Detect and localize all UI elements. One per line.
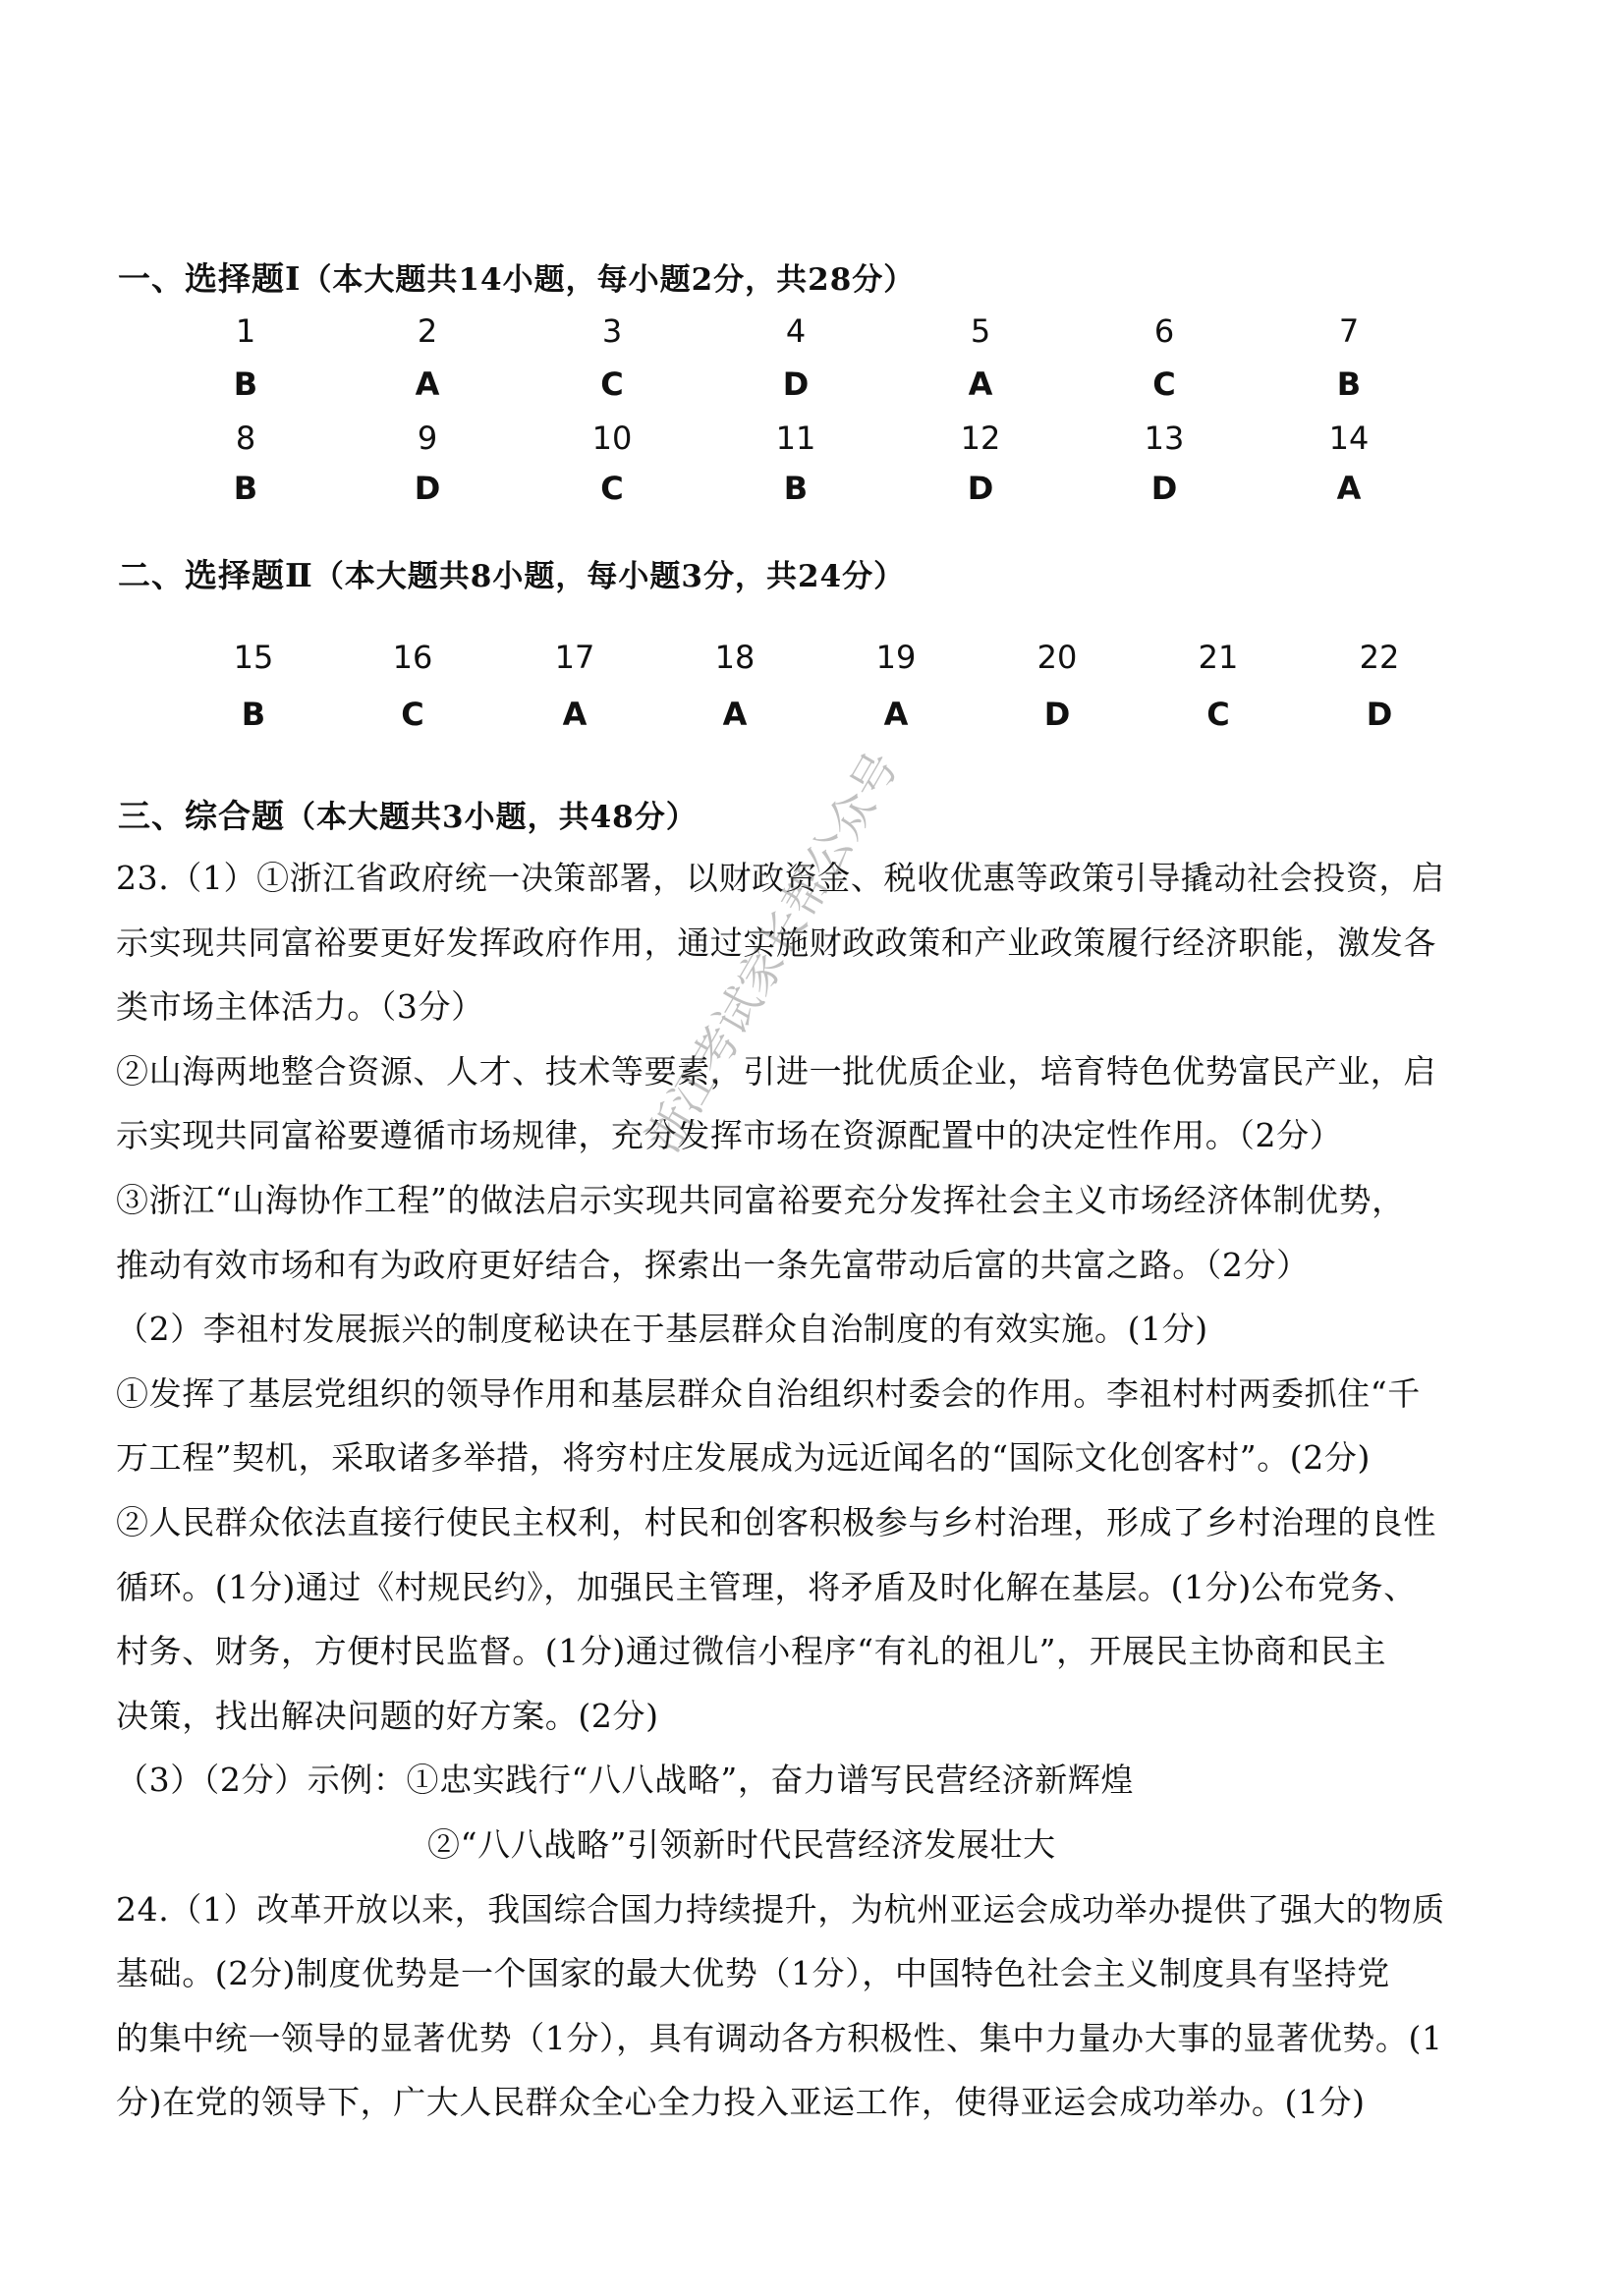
section2-note: （本大题共8小题，每小题3分，共24分） (312, 559, 906, 594)
question-number: 8 (235, 420, 256, 457)
question-number: 10 (591, 420, 633, 457)
question-number: 11 (775, 420, 816, 457)
answer-letter: A (1336, 470, 1362, 507)
answer-text-line: 分)在党的领导下，广大人民群众全心全力投入亚运工作，使得亚运会成功举办。(1分) (116, 2083, 1366, 2121)
answer-letter: A (968, 365, 993, 403)
answer-text-line: 万工程”契机，采取诸多举措，将穷村庄发展成为远近闻名的“国际文化创客村”。(2分) (116, 1438, 1371, 1477)
section3-heading (118, 791, 698, 837)
answer-text-line: 决策，找出解决问题的好方案。(2分) (116, 1697, 659, 1735)
question-number: 12 (960, 420, 1001, 457)
answer-letter: C (600, 365, 624, 403)
question-number: 13 (1144, 420, 1185, 457)
answer-letter: D (1043, 696, 1071, 733)
section1-title: 一、选择题Ⅰ (118, 259, 302, 298)
answer-letter: A (562, 696, 588, 733)
answer-letter: B (233, 470, 258, 507)
answer-text-line: 23.（1）①浙江省政府统一决策部署，以财政资金、税收优惠等政策引导撬动社会投资，启 (116, 859, 1445, 897)
section2-title: 二、选择题Ⅱ (118, 556, 313, 594)
answer-letter: C (1206, 696, 1230, 733)
question-number: 22 (1359, 639, 1400, 676)
question-number: 17 (554, 639, 595, 676)
question-number: 3 (601, 312, 623, 350)
answer-letter: C (401, 696, 424, 733)
answer-text-line: 示实现共同富裕要遵循市场规律，充分发挥市场在资源配置中的决定性作用。（2分） (116, 1116, 1343, 1154)
answer-letter: D (1366, 696, 1393, 733)
answer-letter: D (782, 365, 810, 403)
answer-letter: C (600, 470, 624, 507)
question-number: 9 (417, 420, 438, 457)
answer-text-line: （3）（2分）示例：①忠实践行“八八战略”，奋力谱写民营经济新辉煌 (116, 1761, 1135, 1799)
answer-letter: A (722, 696, 748, 733)
answer-text-line: 村务、财务，方便村民监督。(1分)通过微信小程序“有礼的祖儿”，开展民主协商和民主 (116, 1632, 1387, 1670)
answer-text-line: 类市场主体活力。（3分） (116, 987, 484, 1026)
answer-letter: A (415, 365, 440, 403)
question-number: 6 (1153, 312, 1175, 350)
section1-heading (118, 253, 915, 300)
watermark: 浙江考试家长帮公众号 (636, 743, 909, 1161)
question-number: 18 (714, 639, 756, 676)
answer-text-line: 示实现共同富裕要更好发挥政府作用，通过实施财政政策和产业政策履行经济职能，激发各 (116, 924, 1436, 962)
answer-text-line: 24.（1）改革开放以来，我国综合国力持续提升，为杭州亚运会成功举办提供了强大的物质 (116, 1890, 1445, 1929)
question-number: 16 (392, 639, 433, 676)
section3-title: 三、综合题 (118, 797, 285, 835)
answer-text-line: ①发挥了基层党组织的领导作用和基层群众自治组织村委会的作用。李祖村村两委抓住“千 (116, 1374, 1421, 1413)
answer-text-line: ②人民群众依法直接行使民主权利，村民和创客积极参与乡村治理，形成了乡村治理的良性 (116, 1503, 1436, 1541)
answer-letter: B (1336, 365, 1362, 403)
answer-letter: D (967, 470, 994, 507)
answer-text-line: ②山海两地整合资源、人才、技术等要素，引进一批优质企业，培育特色优势富民产业，启 (116, 1052, 1436, 1091)
answer-letter: B (233, 365, 258, 403)
section1-note: （本大题共14小题，每小题2分，共28分） (301, 262, 916, 298)
answer-text-line: 基础。(2分)制度优势是一个国家的最大优势（1分），中国特色社会主义制度具有坚持党 (116, 1954, 1390, 1992)
question-number: 20 (1036, 639, 1078, 676)
answer-text-line: ②“八八战略”引领新时代民营经济发展壮大 (427, 1825, 1056, 1864)
answer-letter: C (1152, 365, 1176, 403)
answer-letter: B (783, 470, 809, 507)
question-number: 7 (1338, 312, 1360, 350)
answer-letter: D (1150, 470, 1178, 507)
answer-letter: B (241, 696, 266, 733)
section3-note: （本大题共3小题，共48分） (285, 800, 698, 835)
answer-text-line: 的集中统一领导的显著优势（1分），具有调动各方积极性、集中力量办大事的显著优势。(1 (116, 2019, 1443, 2057)
answer-text-line: （2）李祖村发展振兴的制度秘诀在于基层群众自治制度的有效实施。(1分) (116, 1310, 1208, 1348)
section2-heading (118, 550, 905, 596)
question-number: 4 (785, 312, 807, 350)
question-number: 19 (875, 639, 917, 676)
question-number: 14 (1328, 420, 1370, 457)
answer-letter: A (883, 696, 909, 733)
answer-text-line: 推动有效市场和有为政府更好结合，探索出一条先富带动后富的共富之路。（2分） (116, 1246, 1310, 1284)
answer-text-line: ③浙江“山海协作工程”的做法启示实现共同富裕要充分发挥社会主义市场经济体制优势， (116, 1181, 1405, 1219)
question-number: 5 (970, 312, 991, 350)
question-number: 1 (235, 312, 256, 350)
answer-text-line: 循环。(1分)通过《村规民约》，加强民主管理，将矛盾及时化解在基层。(1分)公布党务、 (116, 1568, 1417, 1606)
question-number: 15 (233, 639, 274, 676)
answer-letter: D (414, 470, 441, 507)
question-number: 21 (1198, 639, 1239, 676)
question-number: 2 (417, 312, 438, 350)
